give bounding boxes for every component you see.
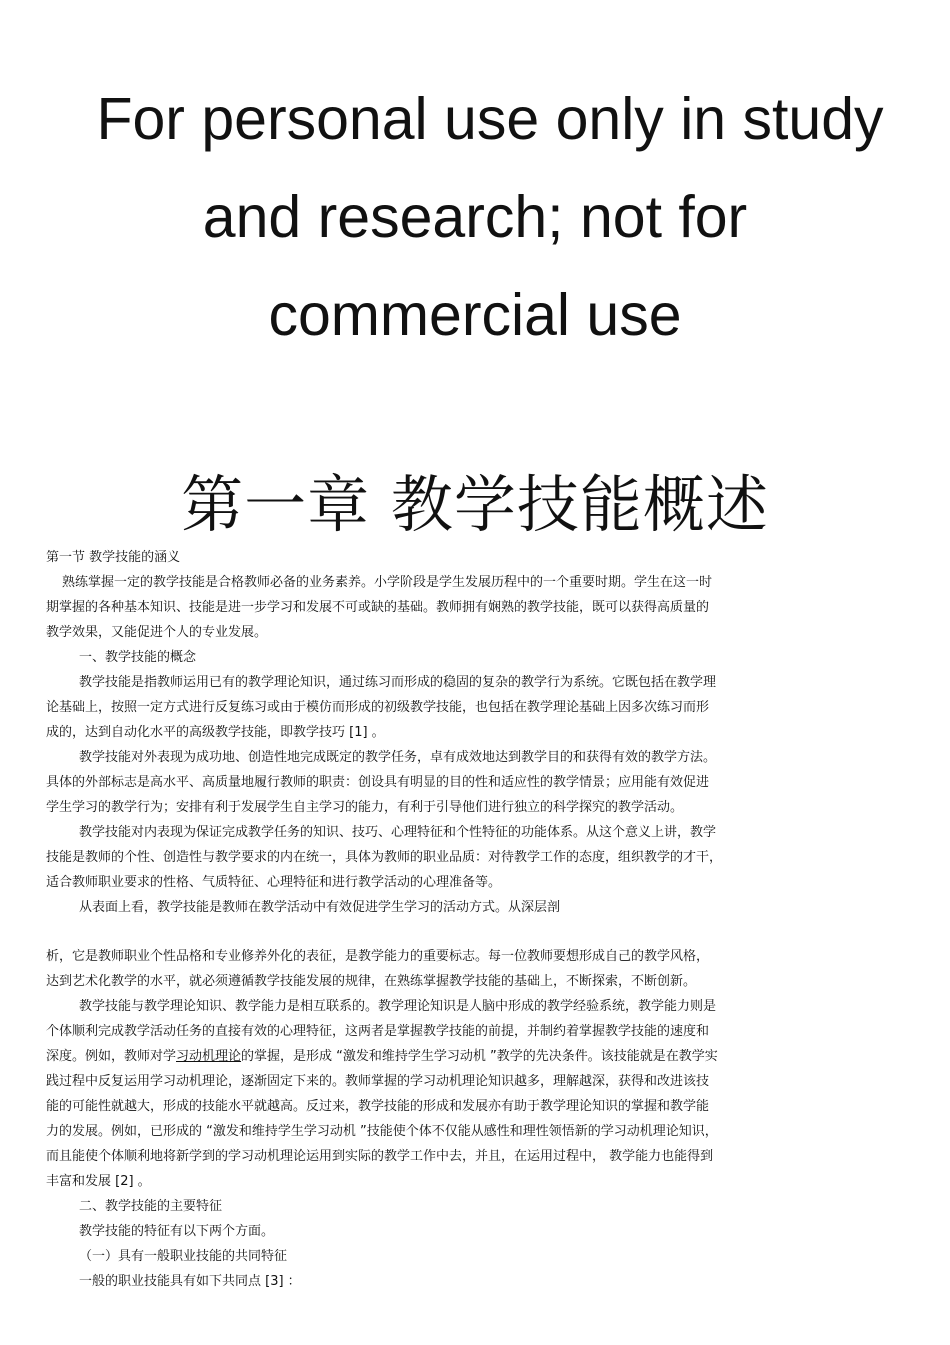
page-gap xyxy=(46,920,906,944)
paragraph-line: 教学技能对内表现为保证完成教学任务的知识、技巧、心理特征和个性特征的功能体系。从这个意义上讲，教学 xyxy=(79,825,717,840)
paragraph-line: 能的可能性就越大，形成的技能水平就越高。反过来，教学技能的形成和发展亦有助于教学理论知识的掌握和教学能 xyxy=(46,1099,710,1114)
chapter-title: 第一章 教学技能概述 xyxy=(181,468,769,541)
disclaimer-line-3: commercial use xyxy=(268,282,682,348)
underlined-term: 习动机理论 xyxy=(176,1049,242,1064)
paragraph-line: 教学效果，又能促进个人的专业发展。 xyxy=(46,625,268,640)
paragraph-line: 从表面上看，教学技能是教师在教学活动中有效促进学生学习的活动方式。从深层剖 xyxy=(79,900,561,915)
paragraph-line: 教学技能对外表现为成功地、创造性地完成既定的教学任务，卓有成效地达到教学目的和获得有效的教学方法。 xyxy=(79,750,717,765)
disclaimer-header xyxy=(0,70,950,364)
disclaimer-line-1: For personal use only in study xyxy=(96,86,884,152)
paragraph-line: 学生学习的教学行为；安排有利于发展学生自主学习的能力，有利于引导他们进行独立的科学探究的教学活动。 xyxy=(46,800,684,815)
line-segment: 的掌握，是形成 “激发和维持学生学习动机 ”教学的先决条件。该技能就是在教学实 xyxy=(241,1049,718,1064)
paragraph-line: 适合教师职业要求的性格、气质特征、心理特征和进行教学活动的心理准备等。 xyxy=(46,875,502,890)
paragraph-line: 期掌握的各种基本知识、技能是进一步学习和发展不可或缺的基础。教师拥有娴熟的教学技能，既可以获得高质量的 xyxy=(46,600,710,615)
paragraph-line: 熟练掌握一定的教学技能是合格教师必备的业务素养。小学阶段是学生发展历程中的一个重要时期。学生在这一时 xyxy=(62,575,713,590)
document-body xyxy=(46,545,906,1294)
subsection-heading: （一）具有一般职业技能的共同特征 xyxy=(79,1249,288,1264)
subsection-heading: 二、教学技能的主要特征 xyxy=(79,1199,223,1214)
paragraph-line xyxy=(46,1044,906,1069)
paragraph-line: 个体顺利完成教学活动任务的直接有效的心理特征，这两者是掌握教学技能的前提，并制约着掌握教学技能的速度和 xyxy=(46,1024,710,1039)
paragraph-line: 教学技能与教学理论知识、教学能力是相互联系的。教学理论知识是人脑中形成的教学经验系统，教学能力则是 xyxy=(79,999,717,1014)
disclaimer-line-2: and research; not for xyxy=(202,184,748,250)
paragraph-line: 一般的职业技能具有如下共同点 [3] ： xyxy=(79,1274,301,1289)
paragraph-line: 论基础上，按照一定方式进行反复练习或由于模仿而形成的初级教学技能，也包括在教学理论基础上因多次练习而形 xyxy=(46,700,710,715)
paragraph-line: 践过程中反复运用学习动机理论，逐渐固定下来的。教师掌握的学习动机理论知识越多，理解越深，获得和改进该技 xyxy=(46,1074,710,1089)
subsection-heading: 一、教学技能的概念 xyxy=(79,650,197,665)
paragraph-line: 技能是教师的个性、创造性与教学要求的内在统一，具体为教师的职业品质：对待教学工作的态度，组织教学的才干， xyxy=(46,850,723,865)
paragraph-line: 力的发展。例如，已形成的 “激发和维持学生学习动机 ”技能使个体不仅能从感性和理性领悟新的学习动机理论知识， xyxy=(46,1124,718,1139)
paragraph-line: 丰富和发展 [2] 。 xyxy=(46,1174,151,1189)
paragraph-line: 析，它是教师职业个性品格和专业修养外化的表征，是教学能力的重要标志。每一位教师要想形成自己的教学风格， xyxy=(46,949,710,964)
paragraph-line: 成的，达到自动化水平的高级教学技能，即教学技巧 [1] 。 xyxy=(46,725,385,740)
paragraph-line: 教学技能是指教师运用已有的教学理论知识，通过练习而形成的稳固的复杂的教学行为系统。它既包括在教学理 xyxy=(79,675,717,690)
paragraph-line: 而且能使个体顺利地将新学到的学习动机理论运用到实际的教学工作中去，并且，在运用过程中， 教学能力也能得到 xyxy=(46,1149,714,1164)
paragraph-line: 教学技能的特征有以下两个方面。 xyxy=(79,1224,275,1239)
section-heading: 第一节 教学技能的涵义 xyxy=(46,550,181,565)
paragraph-line: 达到艺术化教学的水平，就必须遵循教学技能发展的规律，在熟练掌握教学技能的基础上，不断探索，不断创新。 xyxy=(46,974,697,989)
line-segment: 深度。例如，教师对学 xyxy=(46,1049,177,1064)
paragraph-line: 具体的外部标志是高水平、高质量地履行教师的职责：创设具有明显的目的性和适应性的教学情景；应用能有效促进 xyxy=(46,775,710,790)
